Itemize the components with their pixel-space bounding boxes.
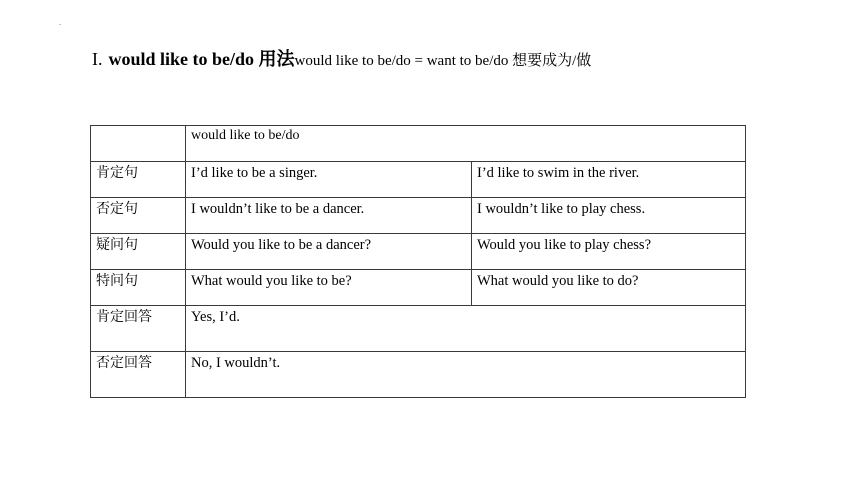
table-cell: I wouldn’t like to play chess. [472, 198, 746, 234]
table-row [91, 306, 746, 352]
row-label: 疑问句 [91, 234, 186, 270]
table-header-row [91, 126, 746, 162]
section-heading [92, 47, 591, 73]
table-row [91, 198, 746, 234]
table-cell: Would you like to play chess? [472, 234, 746, 270]
table-cell: I’d like to swim in the river. [472, 162, 746, 198]
table-cell: What would you like to be? [186, 270, 472, 306]
table-cell: I wouldn’t like to be a dancer. [186, 198, 472, 234]
section-title-rest: would like to be/do = want to be/do 想要成为/做 [294, 53, 592, 69]
row-label: 否定回答 [91, 352, 186, 398]
grammar-table [90, 125, 746, 398]
row-label: 肯定回答 [91, 306, 186, 352]
table-cell: Yes, I’d. [186, 306, 746, 352]
header-content-cell: would like to be/do [186, 126, 746, 162]
table-cell: What would you like to do? [472, 270, 746, 306]
table-cell: Would you like to be a dancer? [186, 234, 472, 270]
table-row [91, 352, 746, 398]
row-label: 否定句 [91, 198, 186, 234]
table-row [91, 162, 746, 198]
row-label: 特问句 [91, 270, 186, 306]
table-cell: I’d like to be a singer. [186, 162, 472, 198]
section-title-bold: would like to be/do 用法 [108, 49, 295, 69]
header-label-cell [91, 126, 186, 162]
corner-mark: . [59, 18, 62, 27]
table-row [91, 234, 746, 270]
row-label: 肯定句 [91, 162, 186, 198]
table-cell: No, I wouldn’t. [186, 352, 746, 398]
section-number: I. [92, 49, 103, 69]
table-row [91, 270, 746, 306]
